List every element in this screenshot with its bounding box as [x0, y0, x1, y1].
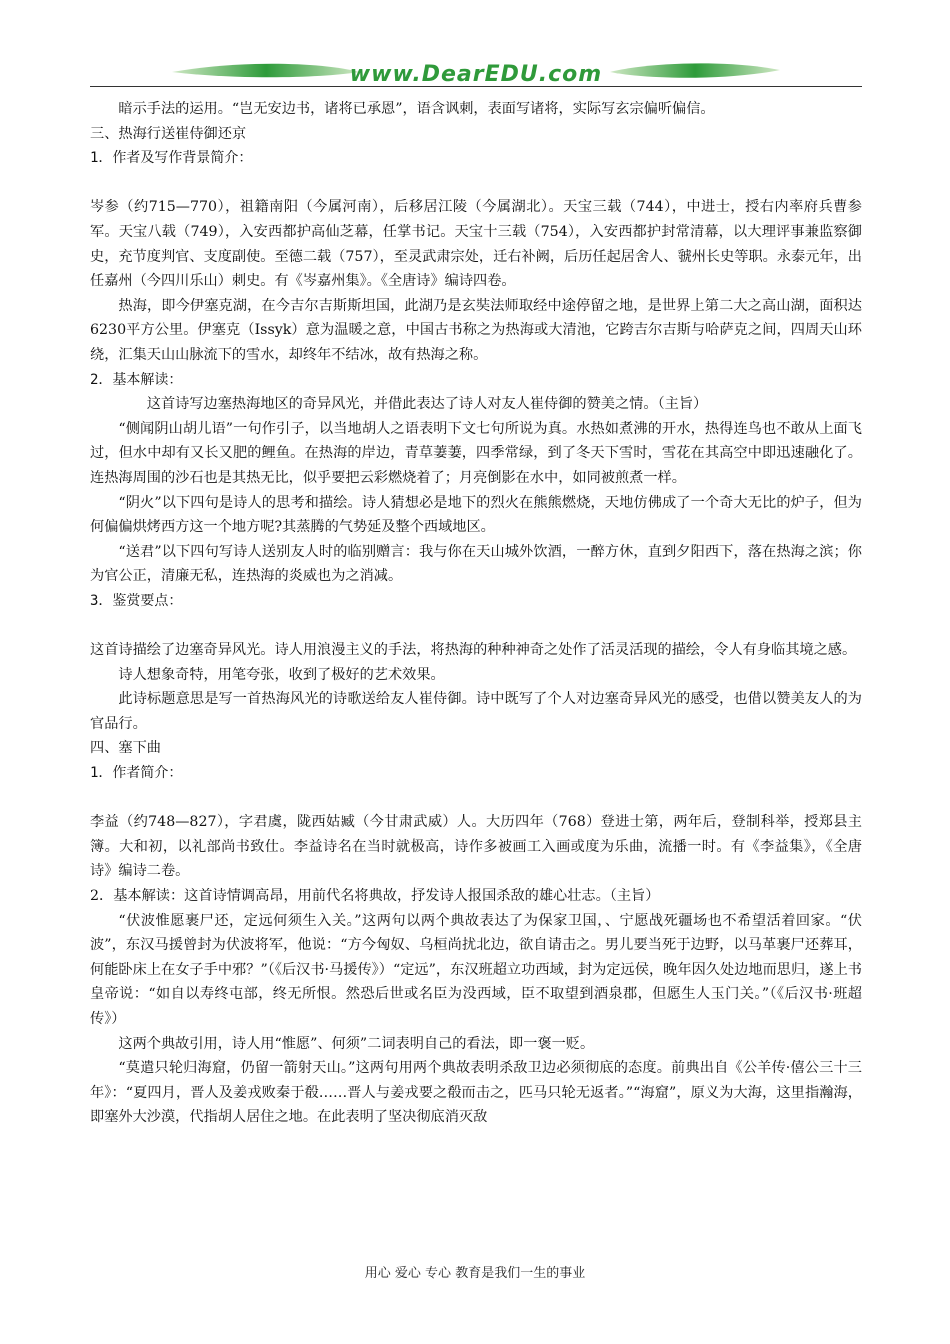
document-body: [90, 97, 862, 1130]
blank-line: [90, 613, 862, 638]
paragraph: 2．基本解读：: [90, 371, 183, 388]
header-divider: [90, 86, 862, 87]
paragraph: 这首诗描绘了边塞奇异风光。诗人用浪漫主义的手法，将热海的种种神奇之处作了活灵活现的描绘，令人有身临其境之感。: [90, 642, 857, 659]
page-footer: 用心 爱心 专心 教育是我们一生的事业: [364, 1266, 586, 1281]
paragraph: 这两个典故引用，诗人用“惟愿”、何须”二词表明自己的看法，即一褒一贬。: [118, 1035, 595, 1052]
paragraph: 3．鉴赏要点：: [90, 592, 183, 609]
paragraph: 暗示手法的运用。“岂无安边书，诸将已承恩”，语含讽刺，表面写诸将，实际写玄宗偏听偏信。: [118, 101, 715, 117]
blank-line: [90, 786, 862, 811]
paragraph: 这首诗写边塞热海地区的奇异风光，并借此表达了诗人对友人崔侍御的赞美之情。（主旨）: [146, 396, 708, 413]
paragraph: 此诗标题意思是写一首热海风光的诗歌送给友人崔侍御。诗中既写了个人对边塞奇异风光的感受，也借以赞美友人的为官品行。: [90, 691, 862, 732]
paragraph: “送君”以下四句写诗人送别友人时的临别赠言：我与你在天山城外饮酒，一醉方休，直到夕阳西下，落在热海之滨；你为官公正，清廉无私，连热海的炎威也为之消减。: [90, 543, 862, 585]
paragraph: 三、热海行送崔侍御还京: [90, 125, 247, 142]
paragraph: 四、塞下曲: [90, 740, 161, 757]
paragraph: 李益（约748—827），字君虞，陇西姑臧（今甘肃武威）人。大历四年（768）登进士第，两年后，登制科举，授郑县主簿。大和初，以礼部尚书致仕。李益诗名在当时就极高，诗作多被画工入画或度为乐曲，流播一时。有《李益集》，《全唐诗》编诗二卷。: [90, 814, 862, 880]
paragraph: 诗人想象奇特，用笔夸张，收到了极好的艺术效果。: [118, 666, 445, 683]
paragraph: 2．基本解读：这首诗情调高昂，用前代名将典故，抒发诗人报国杀敌的雄心壮志。（主旨）: [90, 888, 660, 904]
site-logo[interactable]: www.DearEDU.com: [349, 62, 603, 87]
paragraph: 1．作者及写作背景简介：: [90, 150, 253, 167]
paragraph: “侧闻阴山胡儿语”一句作引子，以当地胡人之语表明下文七句所说为真。水热如煮沸的开水，热得连鸟也不敢从上面飞过，但水中却有又长又肥的鲤鱼。在热海的岸边，青草萋萋，四季常绿，到了冬天下雪时，雪花在其高空中即迅速融化了。连热海周围的沙石也是其热无比，似乎要把云彩燃烧着了；月亮倒影在水中，如同被煎煮一样。: [90, 420, 862, 486]
paragraph: 热海，即今伊塞克湖，在今吉尔吉斯斯坦国，此湖乃是玄奘法师取经中途停留之地，是世界上第二大之高山湖，面积达6230平方公里。伊塞克（Issyk）意为温暖之意，中国古书称之为热海或大清池，它跨吉尔吉斯与哈萨克之间，四周天山环绕，汇集天山山脉流下的雪水，却终年不结冰，故有热海之称。: [90, 297, 862, 363]
paragraph: 1．作者简介：: [90, 765, 183, 782]
paragraph: “莫遣只轮归海窟，仍留一箭射天山。”这两句用两个典故表明杀敌卫边必须彻底的态度。前典出自《公羊传·僖公三十三年》：“夏四月，晋人及姜戎败秦于殽……晋人与姜戎要之殽而击之，匹马只轮无返者。”“海窟”，原义为大海，这里指瀚海，即塞外大沙漠，代指胡人居住之地。在此表明了坚决彻底消灭敌: [90, 1060, 862, 1126]
paragraph: “阴火”以下四句是诗人的思考和描绘。诗人猜想必是地下的烈火在熊熊燃烧，天地仿佛成了一个奇大无比的炉子，但为何偏偏烘烤西方这一个地方呢?其蒸腾的气势延及整个西域地区。: [90, 494, 862, 536]
blank-line: [90, 171, 862, 196]
paragraph: “伏波惟愿裹尸还，定远何须生入关。”这两句以两个典故表达了为保家卫国，、宁愿战死疆场也不希望活着回家。“伏波”，东汉马援曾封为伏波将军，他说：“方今匈奴、乌桓尚扰北边，欲自请击之。男儿要当死于边野，以马革裹尸还葬耳，何能卧床上在女子手中邪？”（《后汉书·马援传》）“定远”，东汉班超立功西域，封为定远侯，晚年因久处边地而思归，遂上书皇帝说：“如自以寿终屯部，终无所恨。然恐后世或名臣为没西域，臣不取望到酒泉郡，但愿生人玉门关。”（《后汉书·班超传》）: [90, 912, 862, 1027]
paragraph: 岑参（约715—770），祖籍南阳（今属河南），后移居江陵（今属湖北）。天宝三载（744），中进士，授右内率府兵曹参军。天宝八载（749），入安西都护高仙芝幕，任掌书记。天宝十三载（754），入安西都护封常清幕，以大理评事兼监察御史，充节度判官、支度副使。至德二载（757），至灵武肃宗处，迁右补阙，后历任起居舍人、虢州长史等职。永泰元年，出任嘉州（今四川乐山）刺史。有《岑嘉州集》。《全唐诗》编诗四卷。: [90, 199, 862, 290]
